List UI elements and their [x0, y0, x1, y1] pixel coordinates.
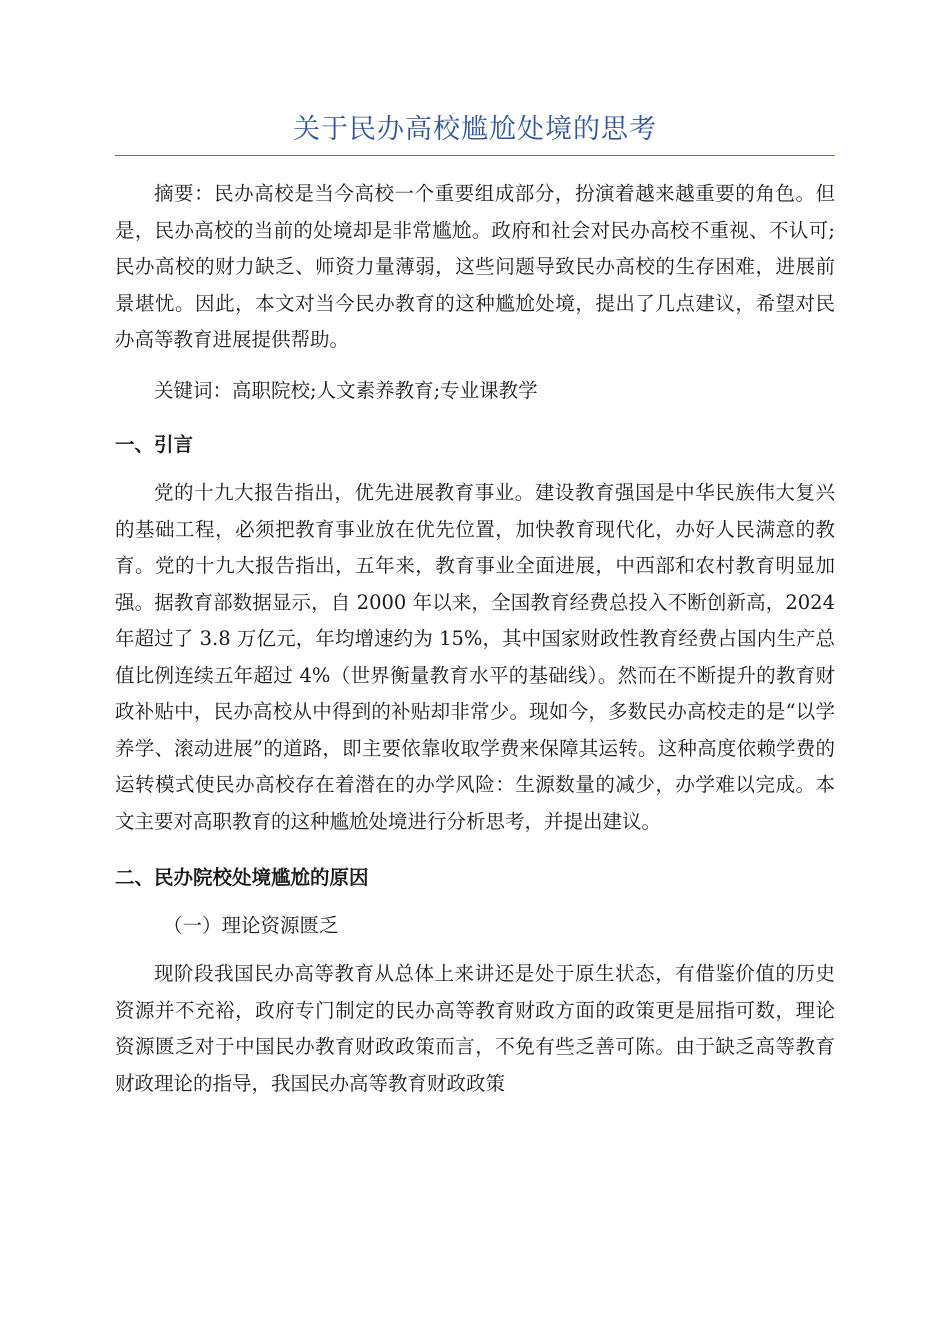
theory-paragraph: 现阶段我国民办高等教育从总体上来讲还是处于原生状态，有借鉴价值的历史资源并不充裕，政府专门制定的民办高等教育财政方面的政策更是屈指可数，理论资源匮乏对于中国民办教育财政政策而言，不免有些乏善可陈。由于缺乏高等教育财政理论的指导，我国民办高等教育财政政策 — [115, 962, 835, 1095]
section-heading-introduction: 一、引言 — [115, 433, 194, 456]
subsection-heading-theory: （一）理论资源匮乏 — [163, 914, 339, 937]
document-title: 关于民办高校尴尬处境的思考 — [115, 108, 835, 156]
keywords-paragraph: 关键词：高职院校;人文素养教育;专业课教学 — [154, 378, 538, 402]
introduction-paragraph: 党的十九大报告指出，优先进展教育事业。建设教育强国是中华民族伟大复兴的基础工程，必须把教育事业放在优先位置，加快教育现代化，办好人民满意的教育。党的十九大报告指出，五年来，教育事业全面进展，中西部和农村教育明显加强。据教育部数据显示，自 2000 年以来，全国教育经费总投入不断创新高，2024 年超过了 3.8 万亿元，年均增速约为 15%，其中国家财政性教育经费占国内生产总值比例连续五年超过 4%（世界衡量教育水平的基础线）。然而在不断提升的教育财政补贴中，民办高校从中得到的补贴却非常少。现如今，多数民办高校走的是“以学养学、滚动进展”的道路，即主要依靠收取学费来保障其运转。这种高度依赖学费的运转模式使民办高校存在着潜在的办学风险：生源数量的减少，办学难以完成。本文主要对高职教育的这种尴尬处境进行分析思考，并提出建议。 — [115, 481, 835, 833]
section-heading-reasons: 二、民办院校处境尴尬的原因 — [115, 866, 369, 889]
document-page — [115, 108, 835, 1102]
abstract-paragraph: 摘要：民办高校是当今高校一个重要组成部分，扮演着越来越重要的角色。但是，民办高校的当前的处境却是非常尴尬。政府和社会对民办高校不重视、不认可;民办高校的财力缺乏、师资力量薄弱，这些问题导致民办高校的生存困难，进展前景堪忧。因此，本文对当今民办教育的这种尴尬处境，提出了几点建议，希望对民办高等教育进展提供帮助。 — [115, 182, 835, 351]
